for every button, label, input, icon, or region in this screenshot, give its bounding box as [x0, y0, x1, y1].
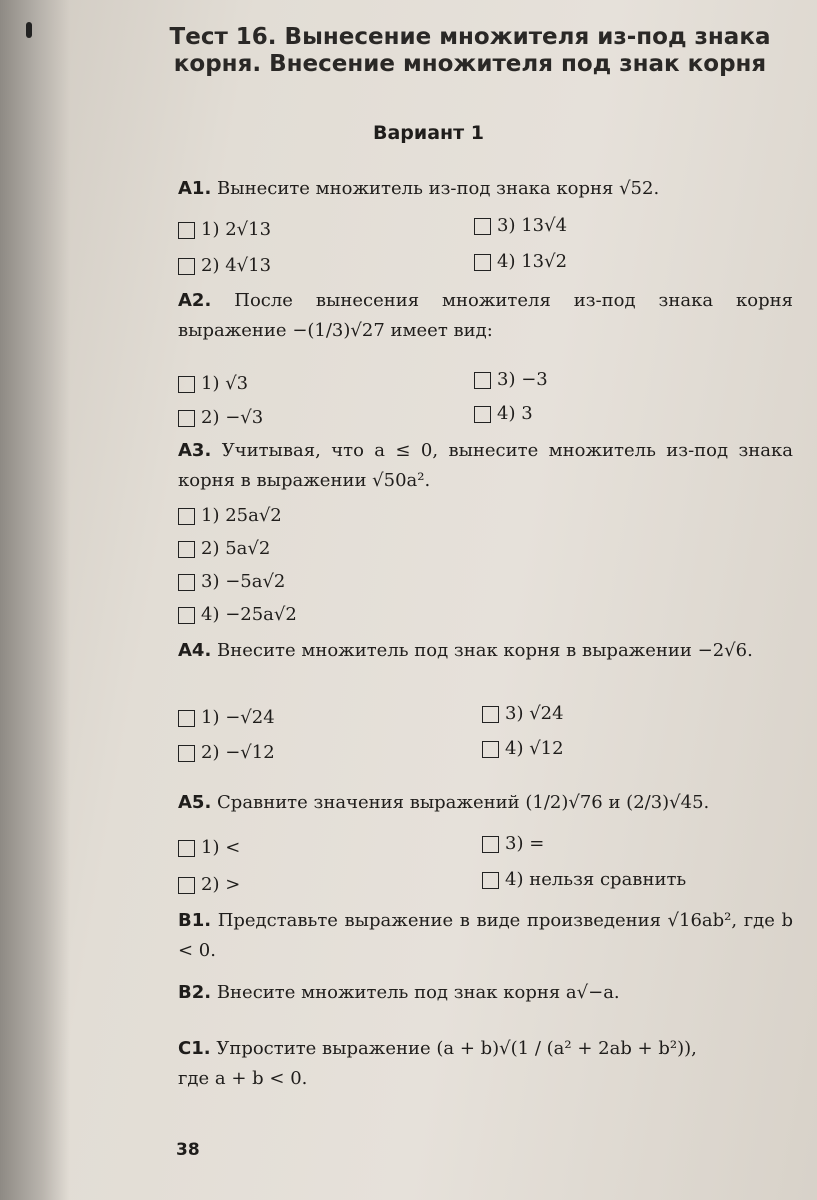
checkbox[interactable]	[178, 541, 195, 558]
question-a1	[178, 174, 793, 204]
option-a5-4[interactable]	[482, 868, 686, 892]
question-number: В2.	[178, 982, 212, 1003]
option-label: 3) 13√4	[497, 215, 568, 236]
question-text-end: где a + b < 0.	[178, 1068, 308, 1089]
option-label: 2) −√12	[201, 742, 275, 763]
question-a5	[178, 788, 793, 818]
checkbox[interactable]	[178, 840, 195, 857]
option-a1-2[interactable]	[178, 254, 271, 278]
option-a3-3[interactable]	[178, 570, 285, 594]
question-number: А5.	[178, 792, 212, 813]
question-text: Внесите множитель под знак корня в выражении −2√6.	[217, 640, 753, 661]
option-a2-2[interactable]	[178, 406, 263, 430]
checkbox[interactable]	[482, 836, 499, 853]
option-label: 3) −3	[497, 369, 548, 390]
question-b2	[178, 978, 793, 1008]
question-formula: (1/2)√76 и (2/3)√45.	[525, 792, 710, 813]
option-label: 3) =	[505, 833, 545, 854]
option-label: 4) 13√2	[497, 251, 568, 272]
checkbox[interactable]	[474, 372, 491, 389]
checkbox[interactable]	[178, 745, 195, 762]
option-a3-2[interactable]	[178, 537, 270, 561]
checkbox[interactable]	[178, 258, 195, 275]
question-text: Сравните значения выражений	[217, 792, 520, 813]
variant-heading: Вариант 1	[372, 122, 484, 144]
option-label: 4) √12	[505, 738, 564, 759]
option-a2-4[interactable]	[474, 402, 533, 426]
question-text: Представьте выражение в виде произведения √16ab², где b < 0.	[178, 910, 793, 961]
option-label: 2) −√3	[201, 407, 264, 428]
option-label: 2) >	[201, 874, 241, 895]
question-text: Внесите множитель под знак корня a√−a.	[216, 982, 620, 1003]
question-number: А2.	[178, 290, 212, 311]
question-number: С1.	[178, 1038, 211, 1059]
question-a4	[178, 636, 793, 666]
checkbox[interactable]	[178, 508, 195, 525]
option-a1-3[interactable]	[474, 214, 567, 238]
question-a2	[178, 286, 793, 346]
option-a4-3[interactable]	[482, 702, 564, 726]
checkbox[interactable]	[178, 877, 195, 894]
question-text-end: имеет вид:	[390, 320, 493, 341]
option-label: 4) нельзя сравнить	[505, 869, 687, 890]
question-text: После вынесения множителя из-под знака корня выражение	[178, 290, 793, 341]
page-title: Тест 16. Вынесение множителя из-под знака корня. Внесение множителя под знак корня	[169, 24, 771, 77]
question-a3	[178, 436, 793, 496]
question-formula: (a + b)√(1 / (a² + 2ab + b²)),	[436, 1038, 697, 1059]
option-a5-3[interactable]	[482, 832, 544, 856]
option-label: 3) −5a√2	[201, 571, 286, 592]
page-number: 38	[176, 1140, 200, 1160]
checkbox[interactable]	[178, 376, 195, 393]
option-a3-4[interactable]	[178, 603, 297, 627]
option-label: 3) √24	[505, 703, 564, 724]
checkbox[interactable]	[482, 872, 499, 889]
option-label: 1) <	[201, 837, 241, 858]
checkbox[interactable]	[178, 574, 195, 591]
checkbox[interactable]	[474, 218, 491, 235]
checkbox[interactable]	[178, 410, 195, 427]
checkbox[interactable]	[474, 254, 491, 271]
option-a2-3[interactable]	[474, 368, 548, 392]
checkbox[interactable]	[178, 222, 195, 239]
checkbox[interactable]	[482, 706, 499, 723]
option-label: 2) 5a√2	[201, 538, 271, 559]
option-label: 1) −√24	[201, 707, 275, 728]
question-b1	[178, 906, 793, 966]
checkbox[interactable]	[474, 406, 491, 423]
question-number: А3.	[178, 440, 212, 461]
question-text: Учитывая, что a ≤ 0, вынесите множитель из-под знака корня в выражении √50a².	[178, 440, 793, 491]
option-a4-1[interactable]	[178, 706, 275, 730]
checkbox[interactable]	[178, 710, 195, 727]
option-label: 4) −25a√2	[201, 604, 297, 625]
question-text: Вынесите множитель из-под знака корня √52.	[217, 178, 660, 199]
option-a3-1[interactable]	[178, 504, 282, 528]
option-a1-4[interactable]	[474, 250, 567, 274]
page-mark	[26, 22, 32, 38]
option-a5-2[interactable]	[178, 873, 240, 897]
option-a5-1[interactable]	[178, 836, 240, 860]
option-a1-1[interactable]	[178, 218, 271, 242]
option-a2-1[interactable]	[178, 372, 248, 396]
question-number: А1.	[178, 178, 212, 199]
question-text: Упростите выражение	[216, 1038, 431, 1059]
binding-shadow	[0, 0, 70, 1200]
option-label: 2) 4√13	[201, 255, 272, 276]
question-formula: −(1/3)√27	[292, 320, 385, 341]
option-a4-2[interactable]	[178, 741, 275, 765]
option-label: 1) √3	[201, 373, 249, 394]
checkbox[interactable]	[178, 607, 195, 624]
option-label: 4) 3	[497, 403, 533, 424]
checkbox[interactable]	[482, 741, 499, 758]
question-c1	[178, 1034, 793, 1094]
question-number: В1.	[178, 910, 212, 931]
option-label: 1) 25a√2	[201, 505, 282, 526]
option-label: 1) 2√13	[201, 219, 272, 240]
option-a4-4[interactable]	[482, 737, 564, 761]
question-number: А4.	[178, 640, 212, 661]
